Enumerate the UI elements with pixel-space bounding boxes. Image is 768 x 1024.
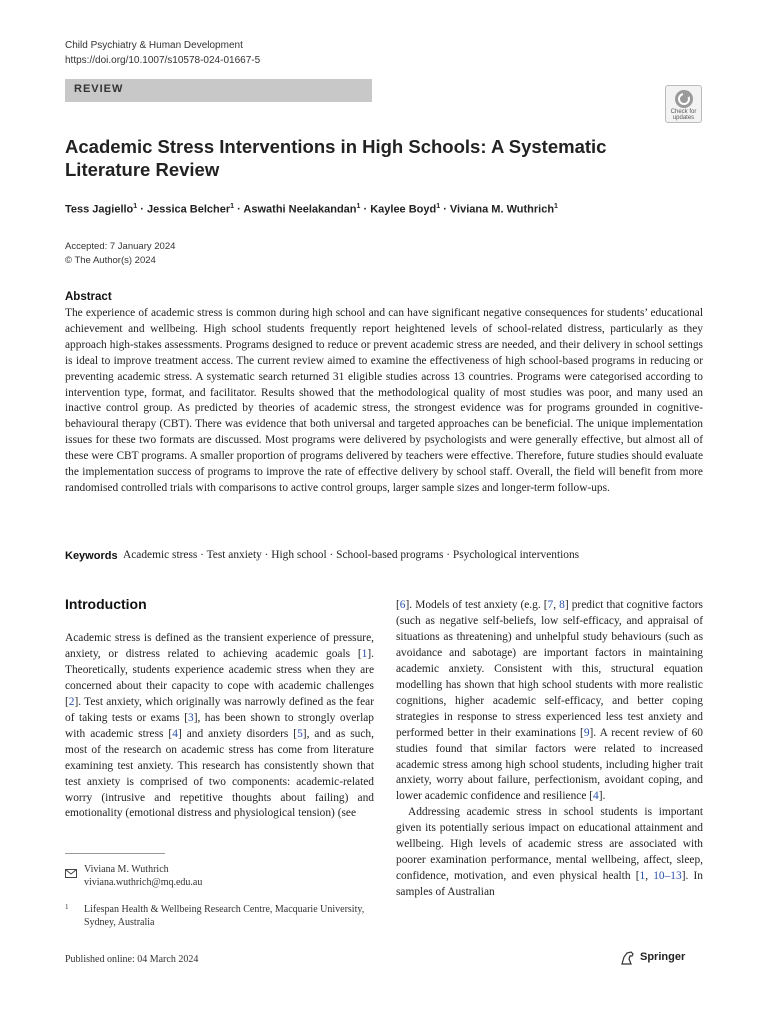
body-text: ]. Models of test anxiety (e.g. [ xyxy=(405,599,548,611)
body-text: Academic stress is defined as the transient experience of pressure, anxiety, or distress related to achieving academic goals [ xyxy=(65,632,374,660)
abstract-text: The experience of academic stress is common during high school and can have significant negative consequences for students’ educational achievement and wellbeing. High school students frequently report heightened levels of school-related distress, particularly as they approach high-stakes assessments. Programs designed to reduce or prevent academic stress are needed, and their delivery in school settings is ideal to improve treatment access. The current review aimed to examine the effectiveness of high school-based programs in reducing or preventing academic stress. A systematic search returned 31 eligible studies across 13 countries. Programs were categorised according to intervention type, format, and facilitator. Results showed that the methodological quality of most studies was poor, and many used an inactive control group. As predicted by theories of academic stress, the strongest evidence was for programs grounded in cognitive-behavioural therapy (CBT). There was evidence that both universal and targeted approaches can be beneficial. The unique implementation issues for these two formats are discussed. Most programs were delivered by psychologists and were generally effective, but almost all of these were CBT programs. A smaller proportion of programs delivered by teachers were effective. Therefore, future studies should evaluate the implementation success of programs to improve the rate of effective delivery by school staff. Overall, the field will benefit from more randomised controlled trials with comparisons to active control groups, larger sample sizes and longer-term follow-ups. xyxy=(65,307,703,494)
author-name[interactable]: Tess Jagiello xyxy=(65,203,134,216)
publisher-logo-text: Springer xyxy=(640,951,686,963)
check-updates-icon xyxy=(674,89,694,109)
footnote-divider xyxy=(65,853,165,854)
author-name[interactable]: Aswathi Neelakandan xyxy=(243,203,357,216)
check-badge-line2: updates xyxy=(672,115,695,121)
intro-left-column xyxy=(65,631,374,822)
body-text: ], and as such, most of the research on academic stress has come from literature examining test anxiety. This research has consistently shown that test anxiety is comprised of two components: academic-related worry (intrusive and repetitive thoughts about failing) and emotionality (emotional distress and physiological tension) (see xyxy=(65,727,374,820)
citation-link[interactable]: 10–13 xyxy=(653,870,682,883)
body-text: , xyxy=(553,599,560,611)
paragraph xyxy=(396,598,703,805)
check-badge-line1: Check for xyxy=(670,109,697,115)
author-affiliation: 1 xyxy=(554,203,558,210)
citation-link[interactable]: 8 xyxy=(559,599,565,611)
corresponding-author-email[interactable]: viviana.wuthrich@mq.edu.au xyxy=(84,877,203,888)
published-date: Published online: 04 March 2024 xyxy=(65,954,199,965)
author-affiliation: 1 xyxy=(436,203,441,210)
author-separator: · xyxy=(234,203,244,216)
body-text: ] predict that cognitive factors (such as negative self-beliefs, low self-efficacy, and appraisal of situations as threatening) and unhelpful study behaviours (such as avoidance and sabotage) are important factors in maintaining academic anxiety. Consistent with this, structural equation modelling has shown that high school students with more realistic cognitions, higher academic self-efficacy, and better coping strategies in response to stress experienced less test anxiety and performed better in their examinations [ xyxy=(396,599,703,739)
citation-link[interactable]: 9 xyxy=(583,726,590,739)
affiliation-number: 1 xyxy=(65,903,69,911)
article-title: Academic Stress Interventions in High Schools: A Systematic Literature Review xyxy=(65,136,607,180)
doi-link[interactable]: https://doi.org/10.1007/s10578-024-01667-5 xyxy=(65,55,261,66)
envelope-icon xyxy=(65,865,77,883)
introduction-heading: Introduction xyxy=(65,596,147,612)
intro-right-column xyxy=(396,598,703,901)
citation-link[interactable]: 7 xyxy=(547,599,554,611)
body-text: ]. xyxy=(598,790,606,803)
accepted-date: Accepted: 7 January 2024 xyxy=(65,241,176,252)
body-text: Addressing academic stress in school students is important given its potentially serious impact on educational attainment and wellbeing. High levels of academic stress are associated with poorer examination performance, mental wellbeing, affect, sleep, confidence, motivation, and even physical health [ xyxy=(396,806,703,883)
keywords-list: Academic stress · Test anxiety · High school · School-based programs · Psychological interventions xyxy=(123,549,580,561)
author-affiliation: 1 xyxy=(133,203,138,210)
citation-link[interactable]: 3 xyxy=(187,711,194,724)
body-text: ]. Theoretically, students experience academic stress when they are concerned about their capacity to cope with academic challenges [ xyxy=(65,647,374,708)
author-name[interactable]: Jessica Belcher xyxy=(146,203,231,216)
corresponding-author-name: Viviana M. Wuthrich xyxy=(84,864,169,875)
journal-name: Child Psychiatry & Human Development xyxy=(65,40,243,51)
author-name[interactable]: Kaylee Boyd xyxy=(370,203,437,216)
abstract-heading: Abstract xyxy=(65,291,112,303)
author-affiliation: 1 xyxy=(230,203,235,210)
citation-link[interactable]: 5 xyxy=(297,727,303,740)
citation-link[interactable]: 1 xyxy=(361,647,368,660)
author-separator: · xyxy=(440,203,450,216)
affiliation-text: Lifespan Health & Wellbeing Research Centre, Macquarie University, Sydney, Australia xyxy=(84,904,365,928)
keywords-heading: Keywords xyxy=(65,550,118,562)
body-text: ] and anxiety disorders [ xyxy=(177,727,298,740)
author-name[interactable]: Viviana M. Wuthrich xyxy=(449,203,555,216)
check-for-updates-badge[interactable] xyxy=(665,85,702,123)
body-text: ]. A recent review of 60 studies found that similar factors were related to increased academic stress among high school students, including higher trait anxiety, worry about failure, perfectionism, avoidant coping, and lower academic confidence and resilience [ xyxy=(396,726,703,803)
citation-link[interactable]: 1 xyxy=(639,870,646,883)
author-separator: · xyxy=(137,203,147,216)
article-type-label: REVIEW xyxy=(74,83,124,95)
author-affiliation: 1 xyxy=(356,203,361,210)
body-text: ], has been shown to strongly overlap with academic stress [ xyxy=(65,711,374,740)
citation-link[interactable]: 6 xyxy=(399,599,406,611)
author-separator: · xyxy=(360,203,371,216)
copyright-notice: © The Author(s) 2024 xyxy=(65,255,156,266)
body-text: , xyxy=(645,870,654,883)
body-text: ]. In samples of Australian xyxy=(396,870,703,899)
springer-horse-icon xyxy=(620,951,636,970)
body-text: ]. Test anxiety, which originally was narrowly defined as the fear of taking tests or exams [ xyxy=(65,695,374,724)
citation-link[interactable]: 4 xyxy=(172,727,178,740)
author-list xyxy=(65,203,558,216)
citation-link[interactable]: 4 xyxy=(593,790,599,803)
body-text: [ xyxy=(396,599,400,611)
paragraph xyxy=(396,805,703,901)
citation-link[interactable]: 2 xyxy=(68,695,75,708)
